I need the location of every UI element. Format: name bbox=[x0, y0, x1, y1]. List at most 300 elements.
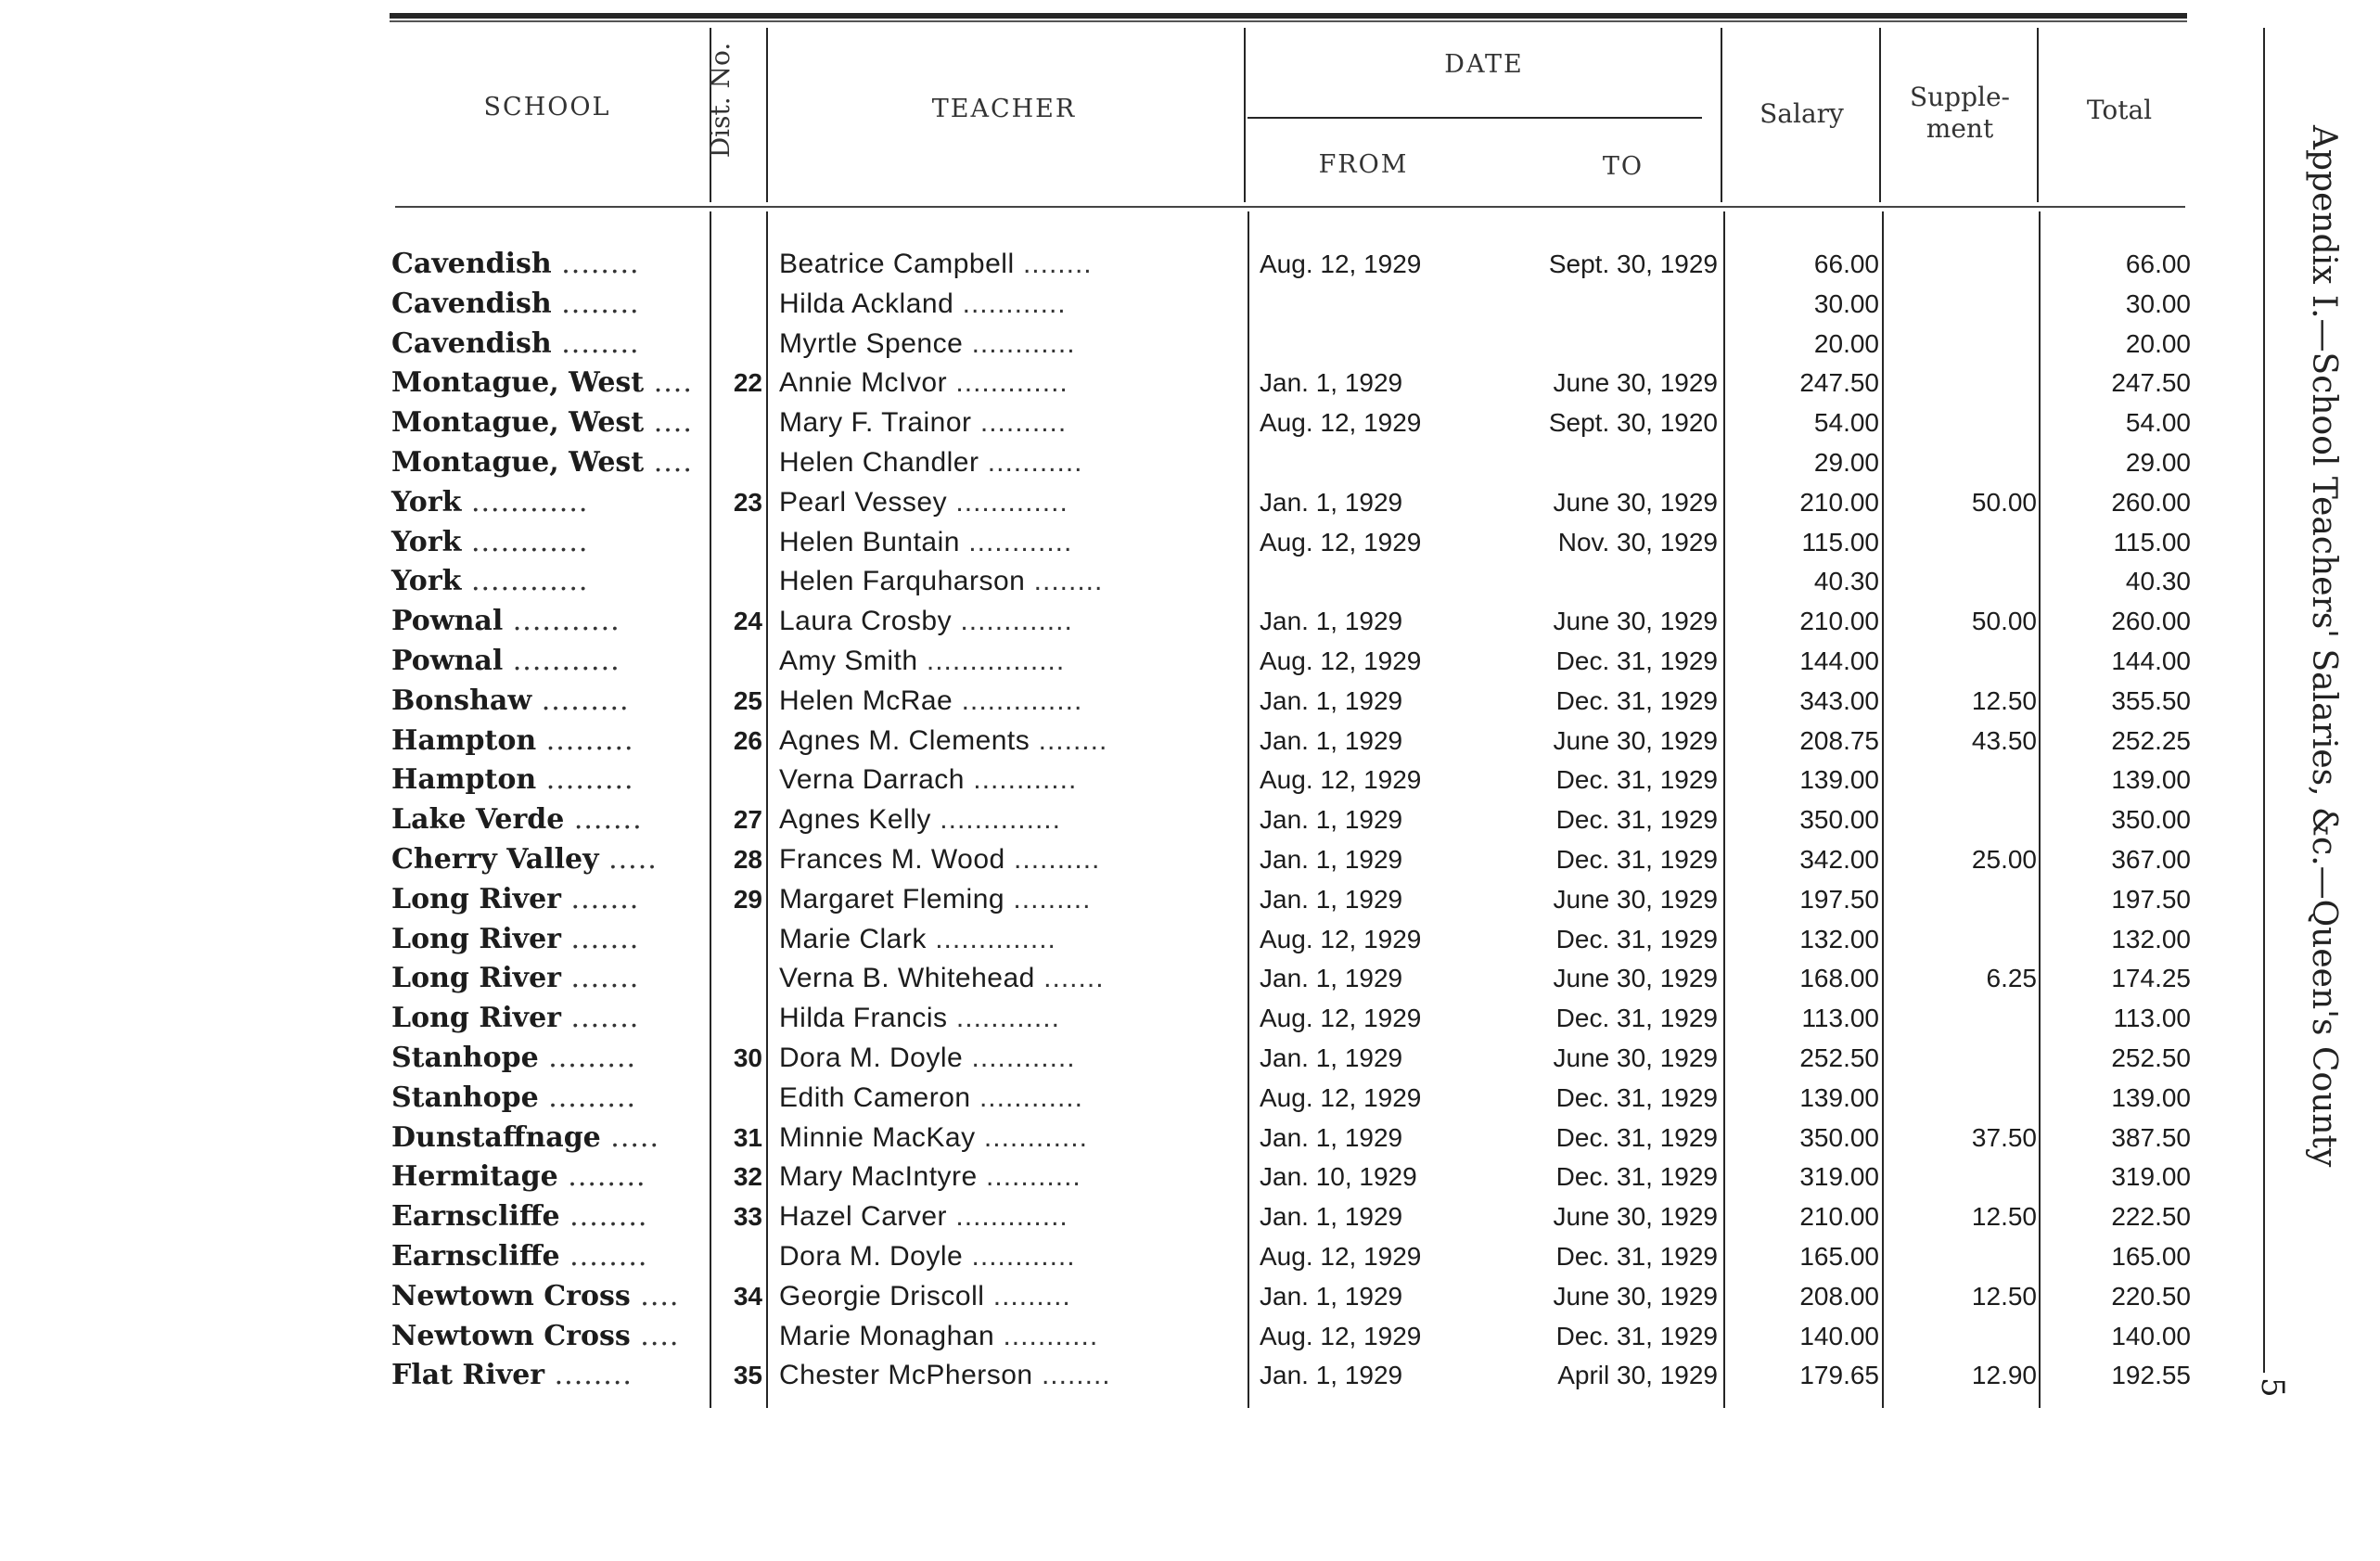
salary-cell-text: 30.00 bbox=[1813, 288, 1879, 318]
dist-no-cell-text: 25 bbox=[733, 685, 762, 715]
date-from-cell-text: Aug. 12, 1929 bbox=[1260, 765, 1422, 795]
teacher-cell-text: Agnes Kelly bbox=[779, 804, 931, 836]
date-to-cell bbox=[1484, 1118, 1718, 1158]
teacher-cell-text: Helen McRae bbox=[779, 685, 953, 716]
salary-cell bbox=[1734, 363, 1879, 403]
salary-cell bbox=[1734, 1078, 1879, 1118]
teacher-cell bbox=[779, 482, 1243, 522]
total-cell-text: 367.00 bbox=[2111, 845, 2191, 874]
leader-dots: ........... bbox=[979, 447, 1083, 478]
supplement-cell bbox=[1892, 839, 2037, 879]
supplement-cell-text: 12.50 bbox=[1971, 1202, 2037, 1232]
school-cell bbox=[391, 800, 703, 839]
leader-dots: ............. bbox=[952, 606, 1073, 637]
teacher-cell-text: Agnes M. Clements bbox=[779, 724, 1030, 756]
school-cell bbox=[391, 522, 703, 562]
teacher-cell-text: Hilda Ackland bbox=[779, 288, 954, 319]
date-to-cell-text: June 30, 1929 bbox=[1553, 607, 1718, 636]
teacher-cell bbox=[779, 284, 1243, 324]
teacher-cell-text: Hilda Francis bbox=[779, 1003, 948, 1034]
school-cell-text: Earnscliffe bbox=[391, 1200, 560, 1234]
leader-dots: ..... bbox=[600, 1120, 659, 1154]
school-cell-text: Cavendish bbox=[391, 287, 552, 320]
leader-dots: ....... bbox=[561, 962, 640, 995]
salary-cell-text: 210.00 bbox=[1799, 1202, 1879, 1232]
teacher-cell bbox=[779, 1355, 1243, 1395]
school-cell bbox=[391, 284, 703, 324]
leader-dots: ............ bbox=[964, 764, 1078, 796]
teacher-cell-text: Frances M. Wood bbox=[779, 844, 1005, 875]
date-from-cell bbox=[1260, 760, 1491, 800]
date-to-cell-text: June 30, 1929 bbox=[1553, 1281, 1718, 1311]
date-from-cell-text: Aug. 12, 1929 bbox=[1260, 646, 1422, 675]
leader-dots: ............ bbox=[461, 525, 589, 558]
teacher-cell-text: Marie Monaghan bbox=[779, 1320, 995, 1351]
table-row bbox=[0, 442, 2380, 482]
leader-dots: ........... bbox=[503, 605, 621, 638]
table-row bbox=[0, 284, 2380, 324]
leader-dots: ............ bbox=[959, 526, 1073, 557]
date-from-cell bbox=[1260, 1196, 1491, 1236]
leader-dots: ......... bbox=[1004, 883, 1092, 915]
col-rule bbox=[1244, 28, 1246, 202]
total-cell-text: 144.00 bbox=[2111, 646, 2191, 675]
leader-dots: ............ bbox=[963, 1043, 1076, 1073]
school-cell-text: Montague, West bbox=[391, 366, 645, 400]
school-cell bbox=[391, 244, 703, 284]
date-from-cell bbox=[1260, 839, 1491, 879]
total-cell-text: 66.00 bbox=[2125, 250, 2191, 278]
teacher-cell bbox=[779, 800, 1243, 839]
school-cell bbox=[391, 1118, 703, 1158]
school-cell-text: Newtown Cross bbox=[391, 1319, 631, 1352]
total-cell bbox=[2050, 1157, 2191, 1196]
total-cell bbox=[2050, 1276, 2191, 1316]
date-to-cell bbox=[1484, 482, 1718, 522]
salary-cell bbox=[1734, 760, 1879, 800]
teacher-cell-text: Margaret Fleming bbox=[779, 883, 1005, 915]
leader-dots: ........ bbox=[551, 287, 640, 320]
date-from-cell-text: Aug. 12, 1929 bbox=[1260, 1004, 1422, 1033]
total-cell bbox=[2050, 482, 2191, 522]
salary-cell-text: 350.00 bbox=[1799, 805, 1879, 835]
teacher-cell-text: Verna B. Whitehead bbox=[779, 963, 1035, 994]
date-to-cell bbox=[1484, 800, 1718, 839]
school-cell-text: Stanhope bbox=[391, 1081, 539, 1114]
leader-dots: ................ bbox=[917, 646, 1066, 676]
salary-cell bbox=[1734, 561, 1879, 601]
dist-no-cell bbox=[716, 839, 762, 879]
date-to-cell-text: Dec. 31, 1929 bbox=[1555, 805, 1718, 835]
teacher-cell-text: Pearl Vessey bbox=[779, 486, 948, 518]
date-to-cell bbox=[1484, 1038, 1718, 1078]
table-row bbox=[0, 681, 2380, 721]
salary-cell-text: 140.00 bbox=[1799, 1321, 1879, 1350]
school-cell-text: Long River bbox=[391, 922, 561, 955]
total-cell bbox=[2050, 839, 2191, 879]
teacher-cell bbox=[779, 1118, 1243, 1158]
total-cell bbox=[2050, 363, 2191, 403]
school-cell-text: Cavendish bbox=[391, 248, 552, 280]
leader-dots: .... bbox=[644, 446, 693, 479]
top-rule bbox=[390, 13, 2187, 19]
table-row bbox=[0, 324, 2380, 364]
date-from-cell bbox=[1260, 721, 1491, 761]
total-cell-text: 387.50 bbox=[2111, 1122, 2191, 1152]
date-from-cell-text: Jan. 1, 1929 bbox=[1260, 1202, 1403, 1232]
date-to-cell bbox=[1484, 760, 1718, 800]
dist-no-cell-text: 24 bbox=[733, 607, 762, 636]
date-from-cell-text: Jan. 1, 1929 bbox=[1260, 1043, 1403, 1072]
total-cell-text: 252.25 bbox=[2111, 725, 2191, 755]
date-from-cell bbox=[1260, 1118, 1491, 1158]
header-supplement-line1: Supple- bbox=[1909, 82, 2011, 112]
total-cell bbox=[2050, 1078, 2191, 1118]
date-to-cell bbox=[1484, 998, 1718, 1038]
salary-cell-text: 252.50 bbox=[1799, 1043, 1879, 1072]
date-divider bbox=[1248, 117, 1702, 119]
table-row bbox=[0, 1078, 2380, 1118]
date-from-cell bbox=[1260, 998, 1491, 1038]
date-from-cell-text: Aug. 12, 1929 bbox=[1260, 924, 1422, 953]
dist-no-cell bbox=[716, 482, 762, 522]
salary-cell-text: 168.00 bbox=[1799, 964, 1879, 993]
teacher-cell-text: Dora M. Doyle bbox=[779, 1241, 964, 1272]
total-cell bbox=[2050, 522, 2191, 562]
salary-cell bbox=[1734, 284, 1879, 324]
teacher-cell bbox=[779, 324, 1243, 364]
teacher-cell-text: Dora M. Doyle bbox=[779, 1043, 964, 1073]
leader-dots: ....... bbox=[564, 803, 643, 837]
salary-cell-text: 40.30 bbox=[1813, 567, 1879, 596]
side-title: Appendix I.—School Teachers' Salaries, &c.—Queen's County bbox=[2305, 125, 2343, 1168]
date-from-cell bbox=[1260, 1316, 1491, 1356]
supplement-cell bbox=[1892, 482, 2037, 522]
date-from-cell-text: Aug. 12, 1929 bbox=[1260, 1321, 1422, 1350]
teacher-cell bbox=[779, 1038, 1243, 1078]
salary-cell-text: 208.00 bbox=[1799, 1281, 1879, 1311]
salary-cell bbox=[1734, 1157, 1879, 1196]
date-from-cell bbox=[1260, 601, 1491, 641]
dist-no-cell-text: 33 bbox=[733, 1202, 762, 1232]
school-cell bbox=[391, 1157, 703, 1196]
supplement-cell-text: 50.00 bbox=[1971, 607, 2037, 636]
leader-dots: ............ bbox=[963, 1241, 1076, 1272]
school-cell-text: York bbox=[391, 485, 462, 518]
supplement-cell bbox=[1892, 1355, 2037, 1395]
salary-cell bbox=[1734, 403, 1879, 442]
dist-no-cell-text: 22 bbox=[733, 368, 762, 398]
total-cell-text: 40.30 bbox=[2125, 567, 2191, 596]
salary-cell-text: 132.00 bbox=[1799, 924, 1879, 953]
leader-dots: .......... bbox=[1004, 844, 1101, 875]
header-supplement-line2: ment bbox=[1926, 113, 1994, 144]
supplement-cell bbox=[1892, 1118, 2037, 1158]
dist-no-cell bbox=[716, 721, 762, 761]
dist-no-cell-text: 30 bbox=[733, 1043, 762, 1072]
teacher-cell bbox=[779, 1196, 1243, 1236]
date-to-cell bbox=[1484, 522, 1718, 562]
date-to-cell bbox=[1484, 1157, 1718, 1196]
date-from-cell bbox=[1260, 244, 1491, 284]
date-from-cell-text: Jan. 1, 1929 bbox=[1260, 685, 1403, 715]
total-cell bbox=[2050, 958, 2191, 998]
date-to-cell-text: April 30, 1929 bbox=[1557, 1361, 1718, 1390]
dist-no-cell bbox=[716, 1196, 762, 1236]
salary-cell bbox=[1734, 681, 1879, 721]
date-from-cell bbox=[1260, 363, 1491, 403]
school-cell bbox=[391, 561, 703, 601]
teacher-cell bbox=[779, 839, 1243, 879]
dist-no-cell-text: 29 bbox=[733, 884, 762, 914]
leader-dots: .... bbox=[644, 406, 693, 440]
date-to-cell bbox=[1484, 1196, 1718, 1236]
dist-no-cell bbox=[716, 800, 762, 839]
leader-dots: ..... bbox=[598, 843, 658, 876]
teacher-cell-text: Helen Chandler bbox=[779, 447, 979, 478]
total-cell bbox=[2050, 800, 2191, 839]
total-cell-text: 350.00 bbox=[2111, 805, 2191, 835]
date-from-cell-text: Jan. 1, 1929 bbox=[1260, 607, 1403, 636]
date-to-cell bbox=[1484, 244, 1718, 284]
school-cell-text: Earnscliffe bbox=[391, 1240, 560, 1273]
salary-cell bbox=[1734, 958, 1879, 998]
leader-dots: ............ bbox=[953, 288, 1067, 319]
date-from-cell bbox=[1260, 800, 1491, 839]
salary-cell bbox=[1734, 800, 1879, 839]
school-cell-text: Flat River bbox=[391, 1359, 545, 1392]
salary-cell bbox=[1734, 324, 1879, 364]
header-dist-no: Dist. No. bbox=[704, 42, 736, 159]
total-cell-text: 247.50 bbox=[2111, 368, 2191, 398]
salary-cell bbox=[1734, 879, 1879, 919]
leader-dots: ............ bbox=[461, 565, 589, 598]
dist-no-cell-text: 31 bbox=[733, 1122, 762, 1152]
date-from-cell bbox=[1260, 958, 1491, 998]
salary-cell bbox=[1734, 442, 1879, 482]
salary-cell-text: 350.00 bbox=[1799, 1122, 1879, 1152]
dist-no-cell-text: 32 bbox=[733, 1162, 762, 1192]
table-row bbox=[0, 1276, 2380, 1316]
date-to-cell-text: June 30, 1929 bbox=[1553, 1043, 1718, 1072]
date-to-cell-text: Dec. 31, 1929 bbox=[1555, 924, 1718, 953]
total-cell-text: 220.50 bbox=[2111, 1281, 2191, 1311]
total-cell bbox=[2050, 561, 2191, 601]
teacher-cell bbox=[779, 721, 1243, 761]
teacher-cell bbox=[779, 442, 1243, 482]
school-cell bbox=[391, 641, 703, 681]
leader-dots: ......... bbox=[536, 763, 634, 797]
school-cell bbox=[391, 1316, 703, 1356]
date-to-cell-text: Dec. 31, 1929 bbox=[1555, 1082, 1718, 1112]
top-rule-thin bbox=[390, 20, 2187, 22]
teacher-cell bbox=[779, 561, 1243, 601]
supplement-cell-text: 43.50 bbox=[1971, 725, 2037, 755]
table-row bbox=[0, 998, 2380, 1038]
school-cell-text: York bbox=[391, 525, 462, 558]
date-from-cell bbox=[1260, 1038, 1491, 1078]
date-to-cell-text: Dec. 31, 1929 bbox=[1555, 1122, 1718, 1152]
table-row bbox=[0, 1038, 2380, 1078]
leader-dots: ............. bbox=[947, 367, 1068, 399]
leader-dots: ........ bbox=[1030, 724, 1108, 756]
supplement-cell bbox=[1892, 681, 2037, 721]
school-cell bbox=[391, 1355, 703, 1395]
total-cell bbox=[2050, 879, 2191, 919]
teacher-cell bbox=[779, 1316, 1243, 1356]
teacher-cell bbox=[779, 879, 1243, 919]
date-to-cell-text: Dec. 31, 1929 bbox=[1555, 765, 1718, 795]
total-cell-text: 197.50 bbox=[2111, 884, 2191, 914]
leader-dots: ........ bbox=[557, 1160, 646, 1194]
salary-cell-text: 165.00 bbox=[1799, 1242, 1879, 1271]
date-to-cell bbox=[1484, 1236, 1718, 1276]
supplement-cell-text: 12.50 bbox=[1971, 1281, 2037, 1311]
date-from-cell-text: Aug. 12, 1929 bbox=[1260, 1242, 1422, 1271]
date-to-cell bbox=[1484, 1355, 1718, 1395]
dist-no-cell-text: 27 bbox=[733, 805, 762, 835]
total-cell-text: 260.00 bbox=[2111, 607, 2191, 636]
teacher-cell-text: Marie Clark bbox=[779, 923, 927, 954]
total-cell bbox=[2050, 1316, 2191, 1356]
school-cell-text: Montague, West bbox=[391, 446, 645, 479]
date-from-cell bbox=[1260, 919, 1491, 959]
date-to-cell bbox=[1484, 681, 1718, 721]
total-cell bbox=[2050, 919, 2191, 959]
supplement-cell-text: 12.50 bbox=[1971, 685, 2037, 715]
date-to-cell bbox=[1484, 363, 1718, 403]
school-cell bbox=[391, 958, 703, 998]
school-cell bbox=[391, 1236, 703, 1276]
salary-cell-text: 54.00 bbox=[1813, 408, 1879, 438]
salary-cell-text: 20.00 bbox=[1813, 328, 1879, 358]
date-from-cell bbox=[1260, 1236, 1491, 1276]
total-cell-text: 174.25 bbox=[2111, 964, 2191, 993]
teacher-cell bbox=[779, 1078, 1243, 1118]
table-row bbox=[0, 1157, 2380, 1196]
dist-no-cell-text: 26 bbox=[733, 725, 762, 755]
leader-dots: .............. bbox=[953, 685, 1083, 716]
total-cell bbox=[2050, 1355, 2191, 1395]
supplement-cell-text: 6.25 bbox=[1986, 964, 2037, 993]
school-cell bbox=[391, 324, 703, 364]
total-cell-text: 29.00 bbox=[2125, 448, 2191, 477]
date-to-cell-text: Nov. 30, 1929 bbox=[1557, 527, 1718, 557]
leader-dots: .... bbox=[630, 1319, 680, 1352]
date-to-cell-text: June 30, 1929 bbox=[1553, 884, 1718, 914]
salary-cell-text: 319.00 bbox=[1799, 1162, 1879, 1192]
table-row bbox=[0, 601, 2380, 641]
header-total: Total bbox=[2086, 95, 2153, 125]
date-to-cell bbox=[1484, 403, 1718, 442]
date-to-cell-text: June 30, 1929 bbox=[1553, 1202, 1718, 1232]
total-cell-text: 30.00 bbox=[2125, 288, 2191, 318]
date-to-cell bbox=[1484, 919, 1718, 959]
leader-dots: ........ bbox=[1032, 1360, 1111, 1391]
supplement-cell bbox=[1892, 1196, 2037, 1236]
salary-cell-text: 343.00 bbox=[1799, 685, 1879, 715]
leader-dots: ............. bbox=[947, 486, 1068, 518]
dist-no-cell bbox=[716, 1276, 762, 1316]
table-row bbox=[0, 879, 2380, 919]
school-cell-text: Bonshaw bbox=[391, 684, 532, 717]
school-cell bbox=[391, 839, 703, 879]
date-to-cell-text: Dec. 31, 1929 bbox=[1555, 1004, 1718, 1033]
school-cell-text: Pownal bbox=[391, 645, 504, 677]
table-row bbox=[0, 1316, 2380, 1356]
school-cell-text: Hermitage bbox=[391, 1160, 558, 1194]
teacher-cell-text: Georgie Driscoll bbox=[779, 1280, 985, 1311]
date-from-cell-text: Aug. 12, 1929 bbox=[1260, 527, 1422, 557]
salary-cell bbox=[1734, 601, 1879, 641]
teacher-cell bbox=[779, 919, 1243, 959]
salary-cell bbox=[1734, 1236, 1879, 1276]
date-to-cell-text: Dec. 31, 1929 bbox=[1555, 685, 1718, 715]
school-cell-text: Long River bbox=[391, 1002, 561, 1035]
teacher-cell bbox=[779, 1276, 1243, 1316]
salary-cell bbox=[1734, 1196, 1879, 1236]
table-row bbox=[0, 721, 2380, 761]
salary-cell-text: 66.00 bbox=[1813, 250, 1879, 278]
supplement-cell-text: 50.00 bbox=[1971, 487, 2037, 517]
date-from-cell-text: Aug. 12, 1929 bbox=[1260, 250, 1422, 278]
table-row bbox=[0, 919, 2380, 959]
leader-dots: ............ bbox=[963, 327, 1076, 359]
school-cell bbox=[391, 1078, 703, 1118]
dist-no-cell-text: 23 bbox=[733, 487, 762, 517]
header-salary: Salary bbox=[1759, 98, 1844, 129]
table-row bbox=[0, 1118, 2380, 1158]
total-cell bbox=[2050, 721, 2191, 761]
teacher-cell bbox=[779, 1157, 1243, 1196]
col-rule bbox=[2037, 28, 2039, 202]
date-to-cell bbox=[1484, 1276, 1718, 1316]
date-from-cell bbox=[1260, 1355, 1491, 1395]
col-rule bbox=[1879, 28, 1881, 202]
salary-cell-text: 210.00 bbox=[1799, 487, 1879, 517]
total-cell-text: 139.00 bbox=[2111, 1082, 2191, 1112]
supplement-cell-text: 37.50 bbox=[1971, 1122, 2037, 1152]
leader-dots: ....... bbox=[561, 1002, 640, 1035]
date-to-cell-text: Dec. 31, 1929 bbox=[1555, 1321, 1718, 1350]
dist-no-cell bbox=[716, 1038, 762, 1078]
leader-dots: ........ bbox=[551, 326, 640, 360]
dist-no-cell bbox=[716, 1355, 762, 1395]
supplement-cell-text: 25.00 bbox=[1971, 845, 2037, 874]
col-rule bbox=[1721, 28, 1722, 202]
salary-cell-text: 247.50 bbox=[1799, 368, 1879, 398]
date-from-cell bbox=[1260, 1157, 1491, 1196]
school-cell bbox=[391, 1276, 703, 1316]
supplement-cell-text: 12.90 bbox=[1971, 1361, 2037, 1390]
date-from-cell bbox=[1260, 1276, 1491, 1316]
date-to-cell-text: Dec. 31, 1929 bbox=[1555, 1242, 1718, 1271]
date-from-cell-text: Jan. 1, 1929 bbox=[1260, 884, 1403, 914]
table-row bbox=[0, 1355, 2380, 1395]
salary-cell-text: 208.75 bbox=[1799, 725, 1879, 755]
teacher-cell-text: Edith Cameron bbox=[779, 1081, 971, 1113]
leader-dots: ........ bbox=[551, 248, 640, 280]
leader-dots: ........ bbox=[544, 1359, 633, 1392]
date-to-cell-text: June 30, 1929 bbox=[1553, 487, 1718, 517]
date-from-cell-text: Jan. 1, 1929 bbox=[1260, 845, 1403, 874]
salary-cell-text: 144.00 bbox=[1799, 646, 1879, 675]
date-to-cell bbox=[1484, 641, 1718, 681]
school-cell bbox=[391, 919, 703, 959]
date-from-cell bbox=[1260, 522, 1491, 562]
table-row bbox=[0, 958, 2380, 998]
school-cell-text: Hampton bbox=[391, 723, 537, 757]
